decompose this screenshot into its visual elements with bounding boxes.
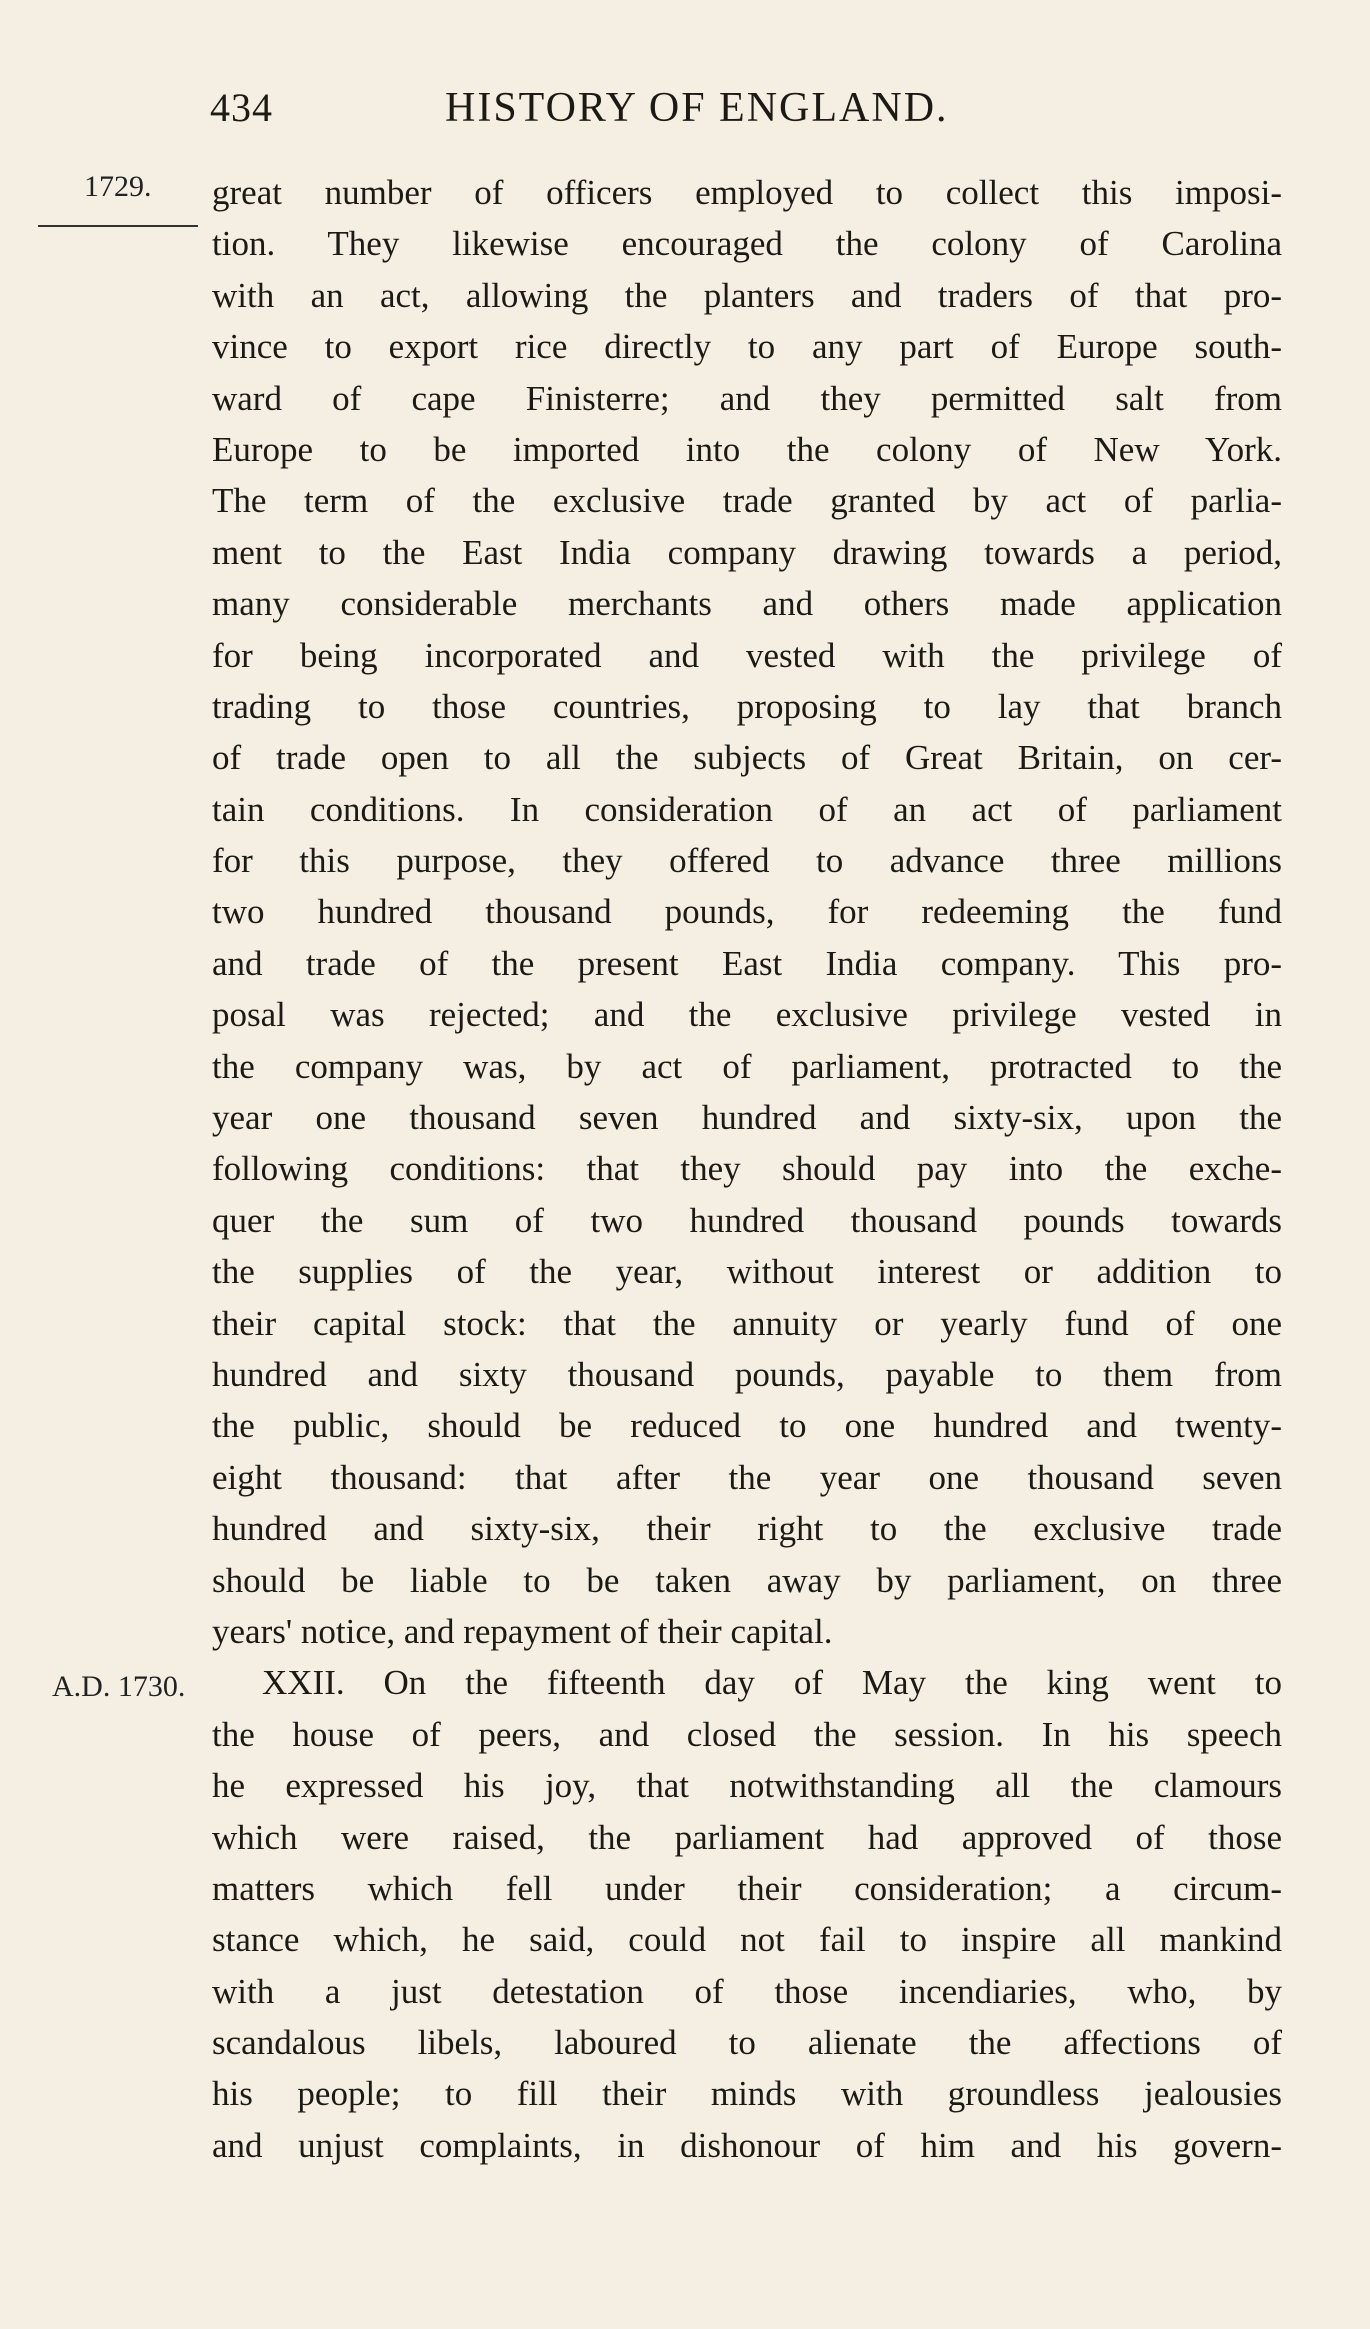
running-title: HISTORY OF ENGLAND.	[445, 85, 949, 131]
text-line: he expressed his joy, that notwithstanding all the clamours	[212, 1766, 1282, 1806]
text-line: eight thousand: that after the year one thousand seven	[212, 1457, 1282, 1497]
text-line: ward of cape Finisterre; and they permitted salt from	[212, 378, 1282, 418]
text-line: year one thousand seven hundred and sixty-six, upon the	[212, 1098, 1282, 1138]
text-line: their capital stock: that the annuity or yearly fund of one	[212, 1303, 1282, 1343]
text-line: two hundred thousand pounds, for redeeming the fund	[212, 892, 1282, 932]
text-line: should be liable to be taken away by parliament, on three	[212, 1560, 1282, 1600]
running-head	[210, 84, 1290, 144]
text-line: quer the sum of two hundred thousand pounds towards	[212, 1200, 1282, 1240]
text-line: The term of the exclusive trade granted by act of parlia-	[212, 481, 1282, 521]
text-line: for this purpose, they offered to advance three millions	[212, 841, 1282, 881]
text-line: following conditions: that they should pay into the exche-	[212, 1149, 1282, 1189]
margin-year-1729: 1729.	[84, 170, 152, 203]
text-line: the public, should be reduced to one hundred and twenty-	[212, 1406, 1282, 1446]
text-line: with an act, allowing the planters and traders of that pro-	[212, 275, 1282, 315]
text-line: Europe to be imported into the colony of New York.	[212, 429, 1282, 469]
text-line: the supplies of the year, without interest or addition to	[212, 1252, 1282, 1292]
text-line: vince to export rice directly to any part of Europe south-	[212, 327, 1282, 367]
text-line: years' notice, and repayment of their capital.	[212, 1611, 833, 1651]
text-line: great number of officers employed to collect this imposi-	[212, 173, 1282, 212]
text-line: and unjust complaints, in dishonour of him and his govern-	[212, 2125, 1282, 2165]
text-line: the company was, by act of parliament, protracted to the	[212, 1046, 1282, 1086]
text-line: tain conditions. In consideration of an act of parliament	[212, 789, 1282, 829]
text-line: the house of peers, and closed the session. In his speech	[212, 1714, 1282, 1754]
text-line: which were raised, the parliament had approved of those	[212, 1817, 1282, 1857]
text-line: many considerable merchants and others made application	[212, 584, 1282, 624]
page-number: 434	[210, 85, 273, 130]
text-line: with a just detestation of those incendiaries, who, by	[212, 1971, 1282, 2011]
text-line: tion. They likewise encouraged the colony of Carolina	[212, 224, 1282, 264]
text-line: and trade of the present East India company. This pro-	[212, 943, 1282, 983]
text-line: posal was rejected; and the exclusive privilege vested in	[212, 995, 1282, 1035]
text-line: of trade open to all the subjects of Great Britain, on cer-	[212, 738, 1282, 778]
text-line: his people; to fill their minds with groundless jealousies	[212, 2074, 1282, 2114]
margin-rule	[38, 225, 198, 227]
text-line: ment to the East India company drawing towards a period,	[212, 532, 1282, 572]
body-text	[212, 167, 1282, 2171]
text-line: trading to those countries, proposing to lay that branch	[212, 686, 1282, 726]
text-line: for being incorporated and vested with the privilege of	[212, 635, 1282, 675]
text-line: matters which fell under their consideration; a circum-	[212, 1868, 1282, 1908]
text-line: hundred and sixty-six, their right to the exclusive trade	[212, 1509, 1282, 1549]
text-line: XXII. On the fifteenth day of May the king went to	[262, 1663, 1282, 1703]
text-line: hundred and sixty thousand pounds, payable to them from	[212, 1354, 1282, 1394]
margin-year-1730: A.D. 1730.	[52, 1670, 186, 1703]
text-line: stance which, he said, could not fail to inspire all mankind	[212, 1920, 1282, 1960]
text-line: scandalous libels, laboured to alienate the affections of	[212, 2023, 1282, 2063]
